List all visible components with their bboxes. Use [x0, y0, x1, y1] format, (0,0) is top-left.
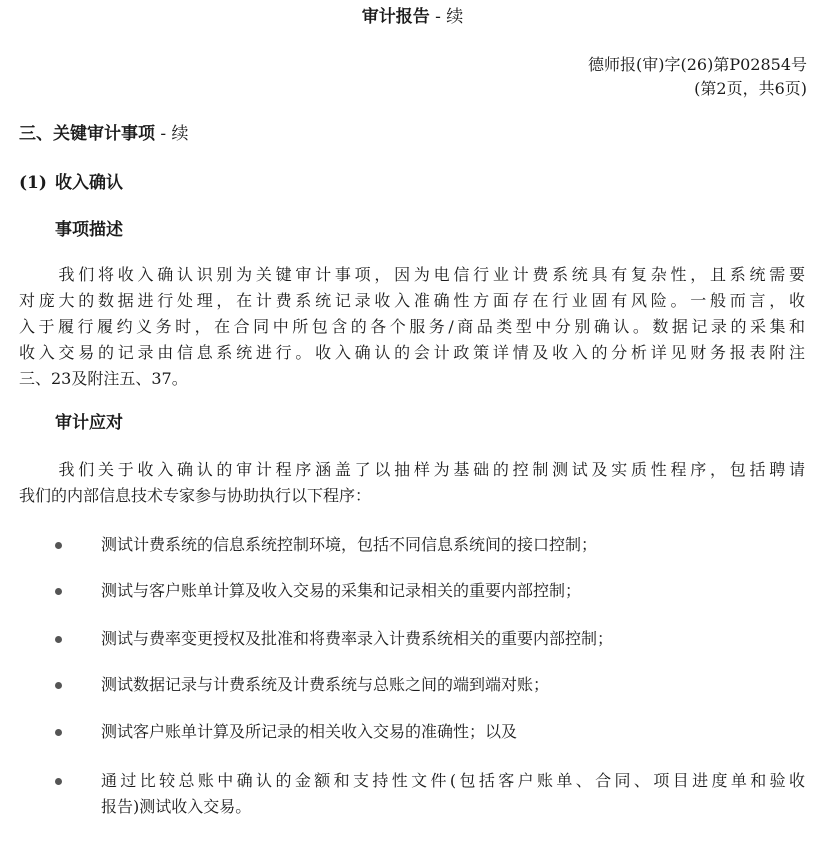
paragraph-line: 对庞大的数据进行处理，在计费系统记录收入准确性方面存在行业固有风险。一般而言，收: [19, 291, 805, 310]
procedure-text: [101, 719, 805, 745]
bullet-icon: [55, 729, 62, 736]
procedure-line: 测试客户账单计算及所记录的相关收入交易的准确性；以及: [101, 722, 518, 741]
procedure-line: 测试数据记录与计费系统及计费系统与总账之间的端到端对账；: [101, 675, 550, 694]
paragraph-line: 入于履行履约义务时，在合同中所包含的各个服务/商品类型中分别确认。数据记录的采集和: [19, 317, 805, 336]
bullet-icon: [55, 778, 62, 785]
item-heading: [19, 171, 123, 195]
report-title-main: 审计报告: [361, 7, 430, 27]
paragraph-line: 三、23及附注五、37。: [19, 369, 188, 388]
paragraph-line: 我们的内部信息技术专家参与协助执行以下程序：: [19, 486, 372, 505]
section-heading-suffix: - 续: [155, 124, 189, 144]
report-title-suffix: - 续: [429, 7, 464, 27]
paragraph-line: 我们关于收入确认的审计程序涵盖了以抽样为基础的控制测试及实质性程序，包括聘请: [19, 460, 805, 479]
procedure-line: 通过比较总账中确认的金额和支持性文件(包括客户账单、合同、项目进度单和验收: [101, 771, 805, 790]
response-paragraph: [19, 457, 805, 509]
procedure-line: 报告)测试收入交易。: [101, 797, 252, 816]
procedure-text: [101, 532, 805, 558]
procedure-line: 测试计费系统的信息系统控制环境，包括不同信息系统间的接口控制；: [101, 535, 598, 554]
response-heading: 审计应对: [55, 413, 123, 433]
section-heading: [19, 122, 189, 146]
bullet-icon: [55, 682, 62, 689]
procedure-text: [101, 768, 805, 820]
procedure-line: 测试与费率变更授权及批准和将费率录入计费系统相关的重要内部控制；: [101, 629, 614, 648]
paragraph-line: 我们将收入确认识别为关键审计事项，因为电信行业计费系统具有复杂性，且系统需要: [19, 265, 805, 284]
item-title: 收入确认: [55, 173, 123, 193]
report-reference-number: 德师报(审)字(26)第P02854号: [588, 55, 807, 74]
paragraph-line: 收入交易的记录由信息系统进行。收入确认的会计政策详情及收入的分析详见财务报表附注: [19, 343, 805, 362]
section-heading-main: 三、关键审计事项: [19, 124, 155, 144]
procedure-text: [101, 626, 805, 652]
item-number: (1): [19, 173, 47, 193]
report-title: [0, 6, 825, 28]
procedure-text: [101, 672, 805, 698]
bullet-icon: [55, 588, 62, 595]
bullet-icon: [55, 636, 62, 643]
description-paragraph: [19, 262, 805, 392]
procedure-text: [101, 578, 805, 604]
description-heading: 事项描述: [55, 220, 123, 240]
page-indicator: (第2页，共6页): [694, 79, 807, 98]
bullet-icon: [55, 542, 62, 549]
procedure-line: 测试与客户账单计算及收入交易的采集和记录相关的重要内部控制；: [101, 581, 582, 600]
